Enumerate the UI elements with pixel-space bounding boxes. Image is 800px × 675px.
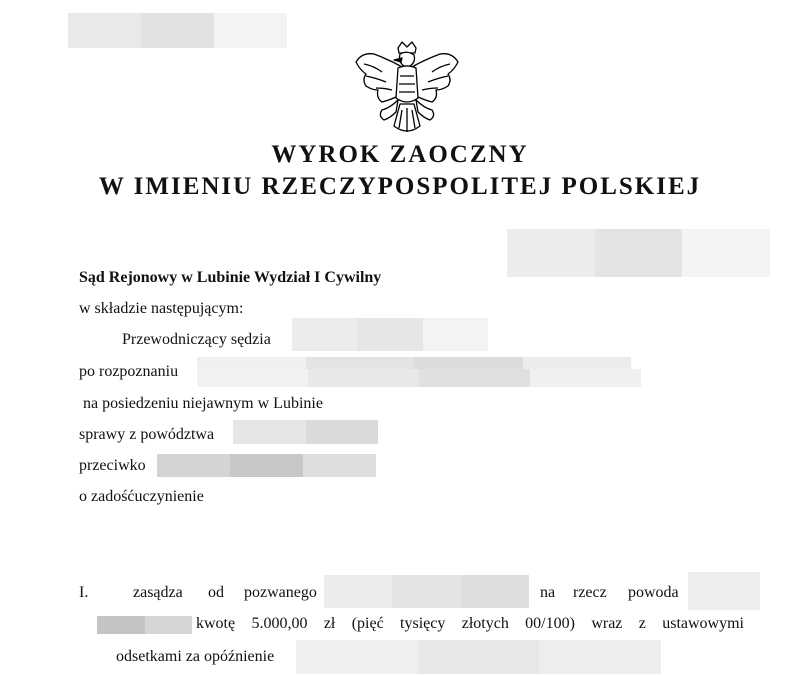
redaction-ruling-defendant [324, 575, 529, 608]
document-title-line-2: W IMIENIU RZECZYPOSPOLITEJ POLSKIEJ [98, 173, 702, 200]
ruling-interest: odsetkami za opóźnienie [116, 648, 275, 665]
ruling-word: zasądza [133, 584, 183, 601]
ruling-word: pozwanego [244, 584, 317, 601]
redaction-ruling-claimant-cont [97, 616, 192, 634]
redaction-interest-date [296, 640, 661, 674]
document-title-line-1: WYROK ZAOCZNY [271, 141, 529, 168]
polish-eagle-emblem-icon [352, 40, 462, 140]
composition-label: w składzie następującym: [79, 300, 244, 317]
redaction-defendant [157, 454, 376, 477]
redaction-judge-name [292, 318, 488, 351]
session-label: na posiedzeniu niejawnym w Lubinie [83, 395, 323, 412]
redaction-claimant [233, 420, 378, 444]
ruling-word: od [208, 584, 224, 601]
redaction-review-date-2 [197, 369, 641, 387]
redaction-ruling-claimant [688, 572, 760, 610]
ruling-word: rzecz [573, 584, 607, 601]
redaction-right [507, 229, 770, 277]
ruling-word: powoda [628, 584, 679, 601]
defendant-label: przeciwko [79, 457, 146, 474]
ruling-number: I. [79, 584, 89, 601]
redaction-top-left [68, 13, 287, 48]
ruling-word: na [540, 584, 556, 601]
court-name: Sąd Rejonowy w Lubinie Wydział I Cywilny [79, 269, 382, 286]
ruling-amount-line: kwotę 5.000,00 zł (pięć tysięcy złotych 00/100) wraz z ustawowymi [196, 615, 744, 632]
case-subject: o zadośćuczynienie [79, 488, 204, 505]
claimant-label: sprawy z powództwa [79, 426, 215, 443]
after-review-label: po rozpoznaniu [79, 363, 179, 380]
presiding-judge-label: Przewodniczący sędzia [122, 331, 271, 348]
